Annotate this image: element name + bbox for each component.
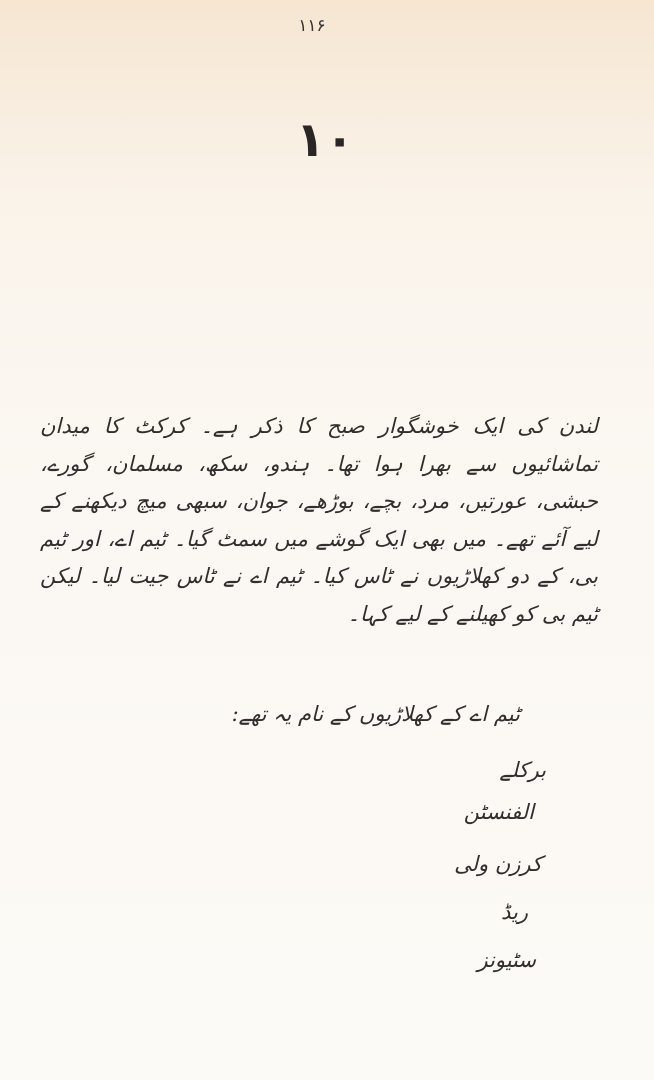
player-name: برکلے [499, 758, 546, 782]
player-name: ریڈ [500, 900, 528, 924]
player-name: الفنسٹن [463, 800, 534, 824]
player-name: کرزن ولی [454, 852, 542, 876]
body-paragraph [40, 408, 598, 634]
paragraph-text: لندن کی ایک خوشگوار صبح کا ذکر ہے۔ کرکٹ کا میدان تماشائیوں سے بھرا ہوا تھا۔ ہندو، سکھ، مسلمان، گورے، حبشی، عورتیں، مرد، بچے، بوڑھے، جوان، سبھی میچ دیکھنے کے لیے آئے تھے۔ میں بھی ایک گوشے میں سمٹ گیا۔ ٹیم اے، اور ٹیم بی، کے دو کھلاڑیوں نے ٹاس کیا۔ ٹیم اے نے ٹاس جیت لیا۔ لیکن ٹیم بی کو کھیلنے کے لیے کہا۔ [40, 414, 598, 626]
player-name: سٹیونز [477, 948, 536, 972]
players-intro: ٹیم اے کے کھلاڑیوں کے نام یہ تھے: [231, 702, 520, 726]
page-number: ۱۱۶ [298, 16, 326, 36]
chapter-number: ۱۰ [295, 112, 355, 168]
